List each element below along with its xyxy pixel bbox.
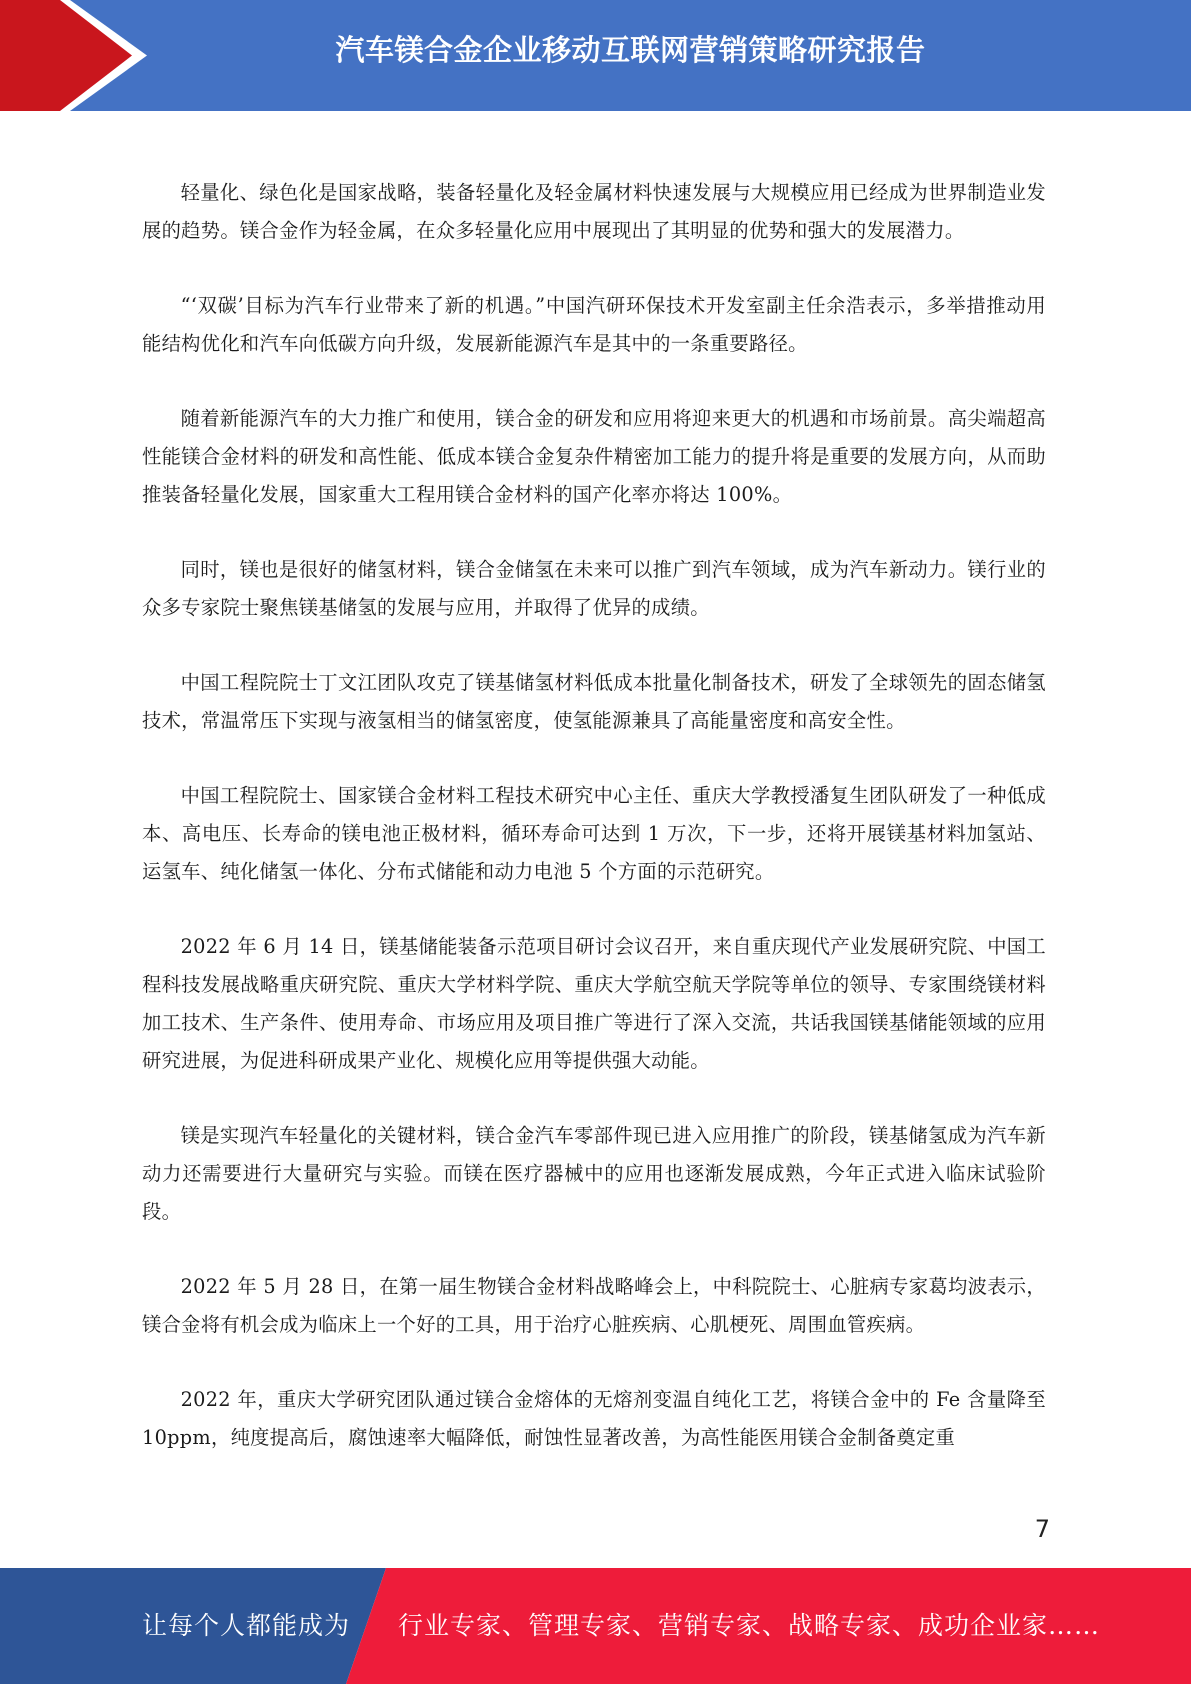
paragraph: 随着新能源汽车的大力推广和使用，镁合金的研发和应用将迎来更大的机遇和市场前景。高尖端超高性能镁合金材料的研发和高性能、低成本镁合金复杂件精密加工能力的提升将是重要的发展方向，从而助推装备轻量化发展，国家重大工程用镁合金材料的国产化率亦将达 100%。 — [142, 407, 1046, 506]
header-arrow-decoration — [0, 0, 150, 111]
paragraph: 2022 年 6 月 14 日，镁基储能装备示范项目研讨会议召开，来自重庆现代产业发展研究院、中国工程科技发展战略重庆研究院、重庆大学材料学院、重庆大学航空航天学院等单位的领导、专家围绕镁材料加工技术、生产条件、使用寿命、市场应用及项目推广等进行了深入交流，共话我国镁基储能领域的应用研究进展，为促进科研成果产业化、规模化应用等提供强大动能。 — [142, 935, 1046, 1072]
paragraph: 中国工程院院士丁文江团队攻克了镁基储氢材料低成本批量化制备技术，研发了全球领先的固态储氢技术，常温常压下实现与液氢相当的储氢密度，使氢能源兼具了高能量密度和高安全性。 — [142, 671, 1046, 732]
report-title: 汽车镁合金企业移动互联网营销策略研究报告 — [335, 33, 926, 67]
paragraph: 中国工程院院士、国家镁合金材料工程技术研究中心主任、重庆大学教授潘复生团队研发了一种低成本、高电压、长寿命的镁电池正极材料，循环寿命可达到 1 万次，下一步，还将开展镁基材料加氢站、运氢车、纯化储氢一体化、分布式储能和动力电池 5 个方面的示范研究。 — [142, 784, 1046, 883]
paragraph: 镁是实现汽车轻量化的关键材料，镁合金汽车零部件现已进入应用推广的阶段，镁基储氢成为汽车新动力还需要进行大量研究与实验。而镁在医疗器械中的应用也逐渐发展成熟，今年正式进入临床试验阶段。 — [142, 1124, 1046, 1223]
paragraph: 轻量化、绿色化是国家战略，装备轻量化及轻金属材料快速发展与大规模应用已经成为世界制造业发展的趋势。镁合金作为轻金属，在众多轻量化应用中展现出了其明显的优势和强大的发展潜力。 — [142, 181, 1046, 242]
paragraph: “‘双碳’目标为汽车行业带来了新的机遇。”中国汽研环保技术开发室副主任余浩表示，多举措推动用能结构优化和汽车向低碳方向升级，发展新能源汽车是其中的一条重要路径。 — [142, 294, 1046, 355]
paragraph: 2022 年，重庆大学研究团队通过镁合金熔体的无熔剂变温自纯化工艺，将镁合金中的 Fe 含量降至 10ppm，纯度提高后，腐蚀速率大幅降低，耐蚀性显著改善，为高性能医用镁合金制备奠定重 — [142, 1388, 1046, 1449]
paragraph: 2022 年 5 月 28 日，在第一届生物镁合金材料战略峰会上，中科院院士、心脏病专家葛均波表示，镁合金将有机会成为临床上一个好的工具，用于治疗心脏疾病、心肌梗死、周围血管疾病。 — [142, 1275, 1046, 1336]
paragraph: 同时，镁也是很好的储氢材料，镁合金储氢在未来可以推广到汽车领域，成为汽车新动力。镁行业的众多专家院士聚焦镁基储氢的发展与应用，并取得了优异的成绩。 — [142, 558, 1046, 619]
page-footer — [0, 1568, 1191, 1684]
footer-slogan-left: 让每个人都能成为 — [142, 1611, 351, 1640]
footer-slogan-right: 行业专家、管理专家、营销专家、战略专家、成功企业家…… — [398, 1611, 1101, 1640]
page-number: 7 — [1034, 1515, 1050, 1543]
article-body — [142, 174, 1046, 1494]
page-header — [0, 0, 1191, 111]
